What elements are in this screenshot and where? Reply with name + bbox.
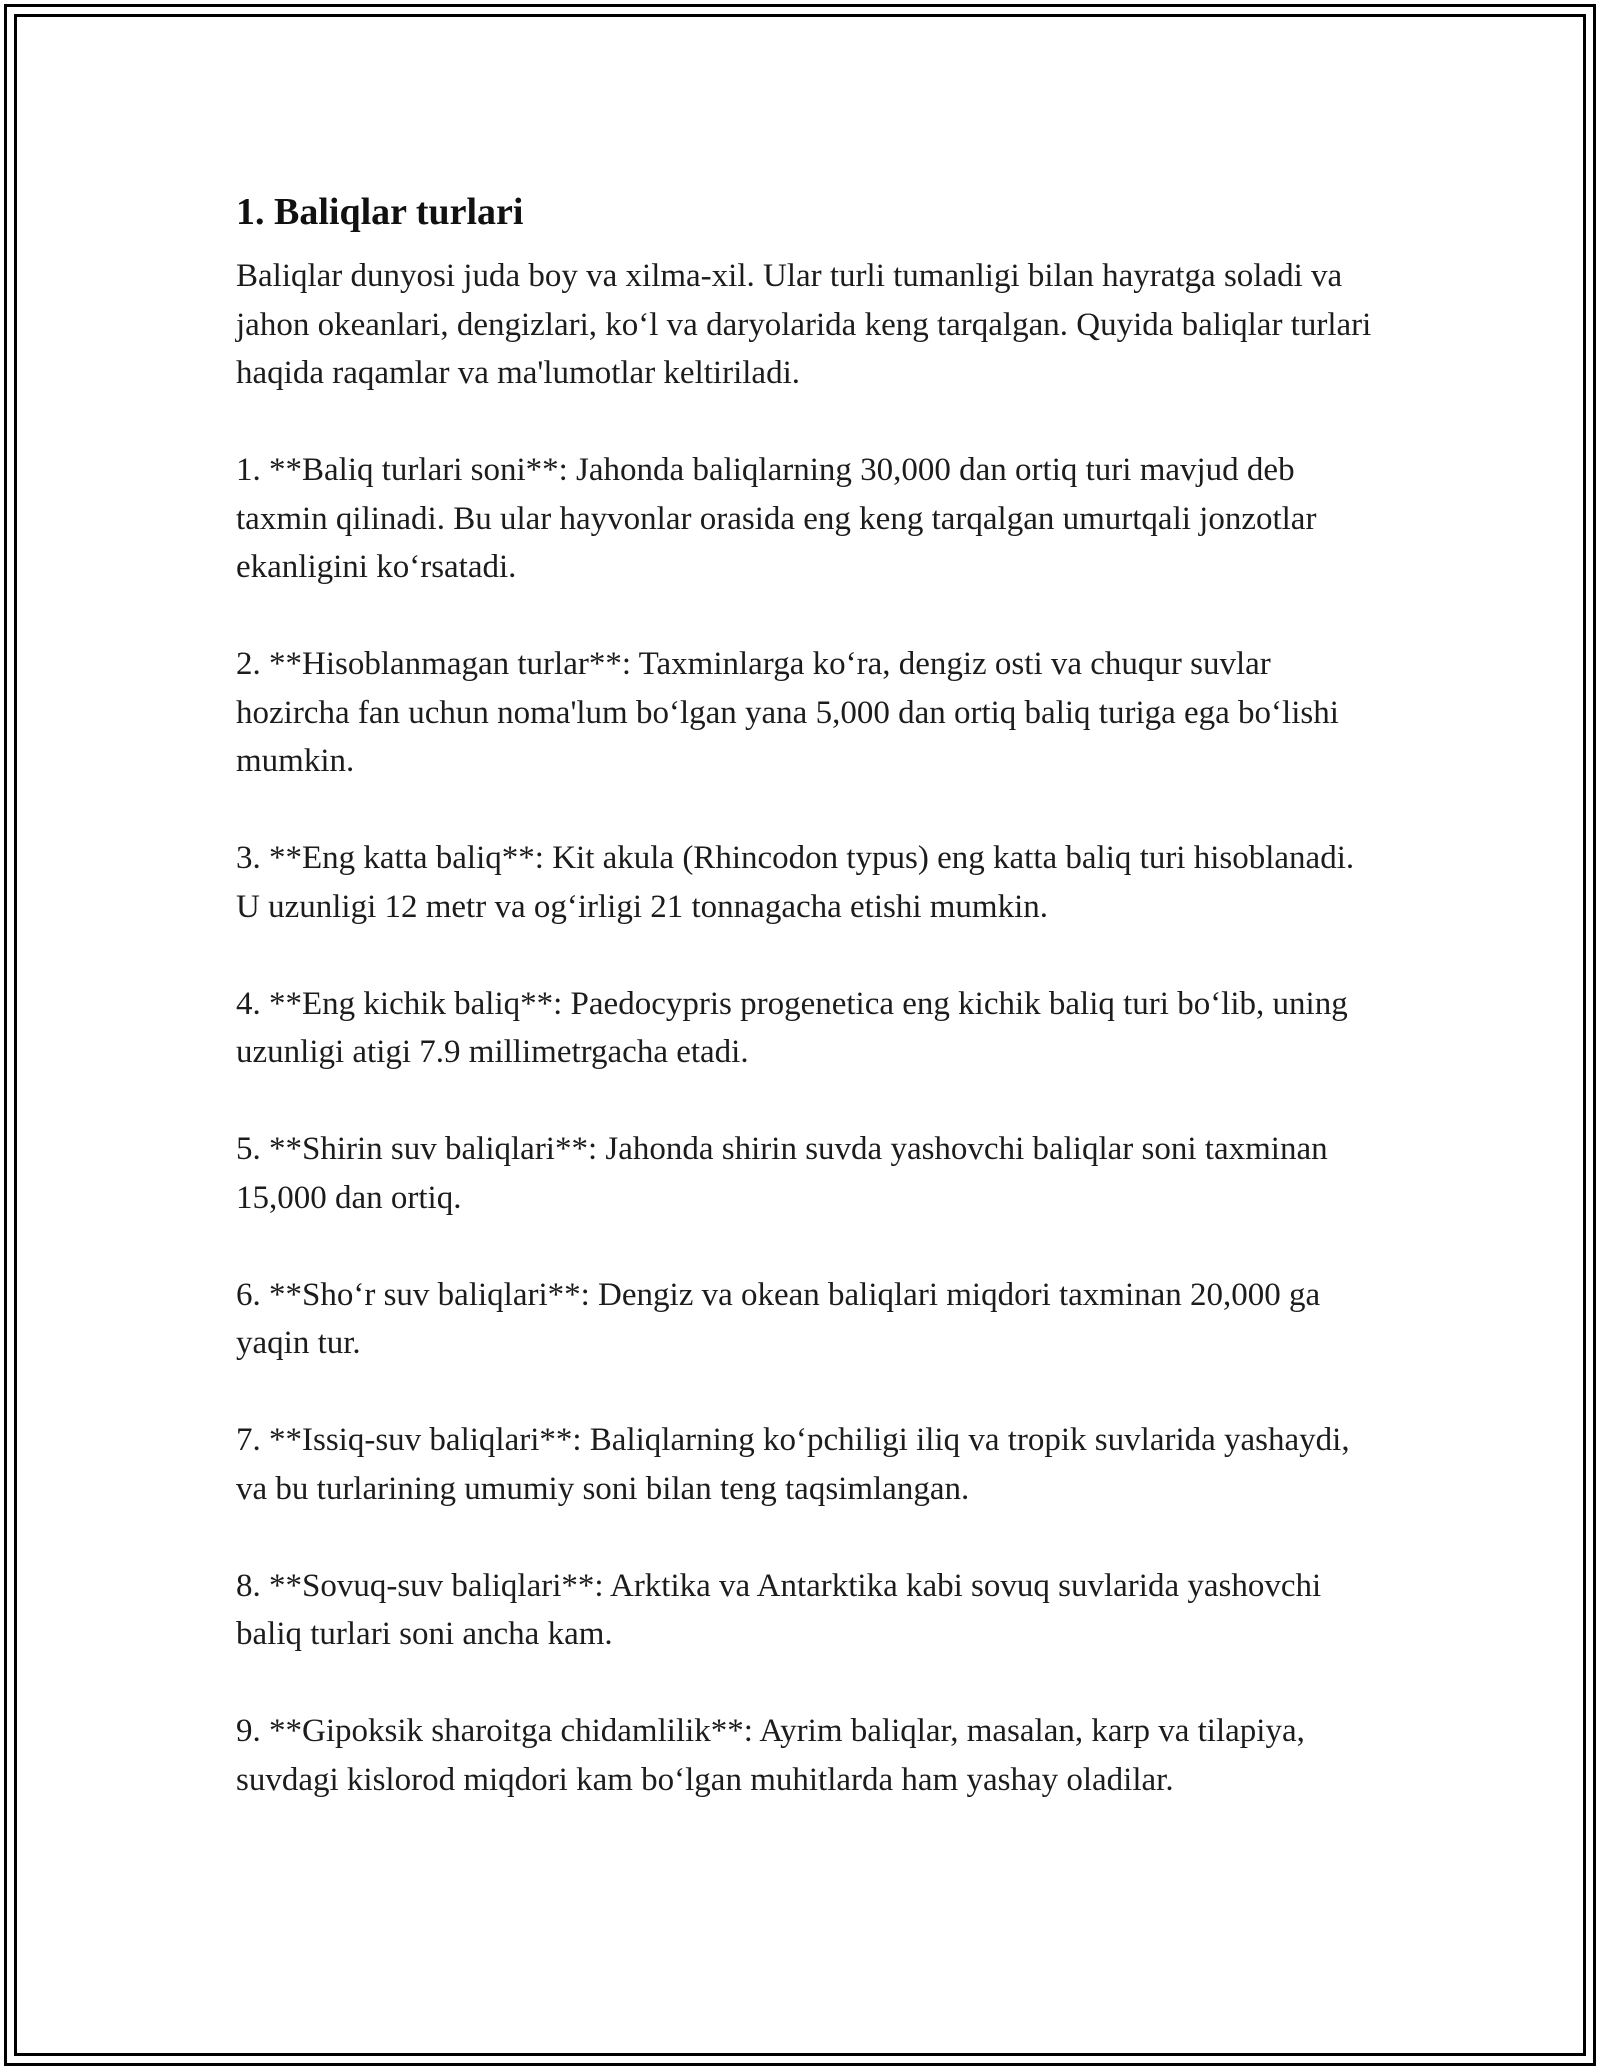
list-item-1: 1. **Baliq turlari soni**: Jahonda baliqlarning 30,000 dan ortiq turi mavjud deb taxmin qilinadi. Bu ular hayvonlar orasida eng keng tarqalgan umurtqali jonzotlar ekanligini ko‘rsatadi. [236, 452, 1317, 585]
list-item-7: 7. **Issiq-suv baliqlari**: Baliqlarning ko‘pchiligi iliq va tropik suvlarida yashaydi, va bu turlarining umumiy soni bilan teng taqsimlangan. [236, 1422, 1350, 1507]
list-item-4: 4. **Eng kichik baliq**: Paedocypris progenetica eng kichik baliq turi bo‘lib, uning uzunligi atigi 7.9 millimetrgacha etadi. [236, 985, 1348, 1070]
list-item-3: 3. **Eng katta baliq**: Kit akula (Rhincodon typus) eng katta baliq turi hisoblanadi. U uzunligi 12 metr va og‘irligi 21 tonnagacha etishi mumkin. [236, 840, 1355, 925]
list-item-8: 8. **Sovuq-suv baliqlari**: Arktika va Antarktika kabi sovuq suvlarida yashovchi baliq turlari soni ancha kam. [236, 1567, 1322, 1652]
list-item-2: 2. **Hisoblanmagan turlar**: Taxminlarga ko‘ra, dengiz osti va chuqur suvlar hozircha fan uchun noma'lum bo‘lgan yana 5,000 dan ortiq baliq turiga ega bo‘lishi mumkin. [236, 646, 1339, 779]
list-item-6: 6. **Sho‘r suv baliqlari**: Dengiz va okean baliqlari miqdori taxminan 20,000 ga yaqin tur. [236, 1276, 1321, 1361]
list-item-5: 5. **Shirin suv baliqlari**: Jahonda shirin suvda yashovchi baliqlar soni taxminan 15,000 dan ortiq. [236, 1131, 1328, 1216]
list-item-9: 9. **Gipoksik sharoitga chidamlilik**: Ayrim baliqlar, masalan, karp va tilapiya, suvdagi kislorod miqdori kam bo‘lgan muhitlarda ham yashay oladilar. [236, 1713, 1305, 1798]
document-body [236, 186, 1376, 1804]
section-heading: 1. Baliqlar turlari [236, 191, 524, 233]
intro-paragraph: Baliqlar dunyosi juda boy va xilma-xil. Ular turli tumanligi bilan hayratga soladi va jahon okeanlari, dengizlari, ko‘l va daryolarida keng tarqalgan. Quyida baliqlar turlari haqida raqamlar va ma'lumotlar keltiriladi. [236, 258, 1372, 391]
